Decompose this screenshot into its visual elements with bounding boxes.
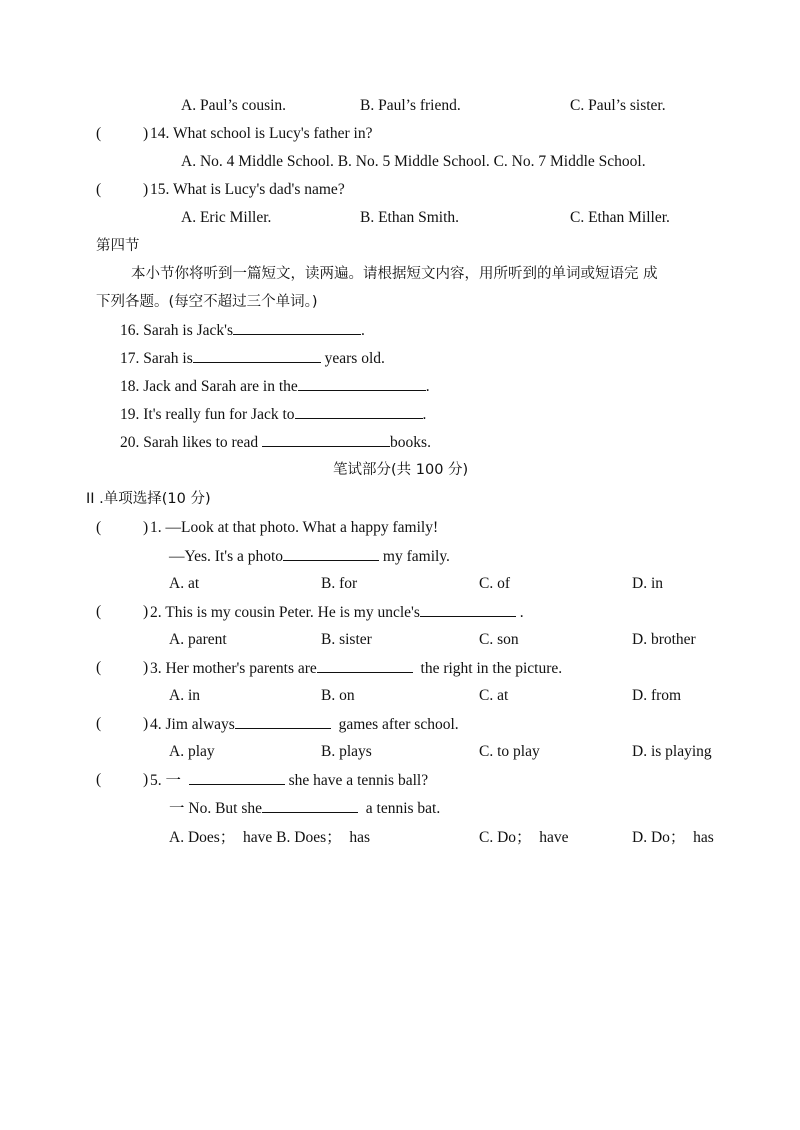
q3-question xyxy=(150,658,562,679)
q3-end: the right in the picture. xyxy=(412,660,563,677)
q3-option-d: D. from xyxy=(632,687,682,704)
item-19-text: 19. It's really fun for Jack to xyxy=(120,406,295,423)
fill-item-20 xyxy=(120,432,431,453)
item-17-text: 17. Sarah is xyxy=(120,350,193,367)
q3-option-b: B. on xyxy=(321,687,355,704)
q1-answer-line xyxy=(169,546,450,567)
q14-options: A. No. 4 Middle School. B. No. 5 Middle School. C. No. 7 Middle School. xyxy=(181,153,646,170)
item-16-end: . xyxy=(361,322,365,339)
q5-paren-close: ) xyxy=(143,771,149,788)
q1-option-a: A. at xyxy=(169,575,200,592)
q1-option-c: C. of xyxy=(479,575,510,592)
q5-option-d: D. Do； has xyxy=(632,829,714,846)
item-17-end: years old. xyxy=(320,350,385,367)
q1-question: 1. —Look at that photo. What a happy family! xyxy=(150,519,439,536)
q4-option-d: D. is playing xyxy=(632,743,712,760)
q1-option-d: D. in xyxy=(632,575,663,592)
q4-blank[interactable] xyxy=(235,714,331,729)
fill-item-16 xyxy=(120,320,365,341)
q2-option-b: B. sister xyxy=(321,631,372,648)
part-ii-title: II .单项选择(10 分) xyxy=(86,491,211,507)
q4-end: games after school. xyxy=(330,716,459,733)
q15-option-b: B. Ethan Smith. xyxy=(360,209,460,226)
q2-option-a: A. parent xyxy=(169,631,227,648)
q2-question xyxy=(150,602,524,623)
q5-question xyxy=(150,770,428,791)
q2-text: 2. This is my cousin Peter. He is my uncle's xyxy=(150,604,420,621)
q1-option-b: B. for xyxy=(321,575,358,592)
q15-question: 15. What is Lucy's dad's name? xyxy=(150,181,345,198)
q2-option-d: D. brother xyxy=(632,631,696,648)
q5-end: she have a tennis ball? xyxy=(284,772,429,789)
q4-option-a: A. play xyxy=(169,743,215,760)
q2-paren-open: ( xyxy=(96,603,102,620)
q3-paren-close: ) xyxy=(143,659,149,676)
fill-item-17 xyxy=(120,348,385,369)
q1-paren-close: ) xyxy=(143,519,149,536)
q5-blank-1[interactable] xyxy=(189,770,285,785)
q1-line2-end: my family. xyxy=(379,548,450,565)
q2-paren-close: ) xyxy=(143,603,149,620)
blank-17[interactable] xyxy=(193,348,321,363)
q5-blank-2[interactable] xyxy=(262,798,358,813)
item-19-end: . xyxy=(422,406,427,423)
item-18-text: 18. Jack and Sarah are in the xyxy=(120,378,298,395)
q3-option-c: C. at xyxy=(479,687,509,704)
q5-option-c: C. Do； have xyxy=(479,829,569,846)
q1-blank[interactable] xyxy=(283,546,379,561)
q4-option-c: C. to play xyxy=(479,743,540,760)
q5-options-ab: A. Does； have B. Does； has xyxy=(169,829,371,846)
q3-blank[interactable] xyxy=(317,658,413,673)
section4-instruction-line2: 下列各题。(每空不超过三个单词。) xyxy=(96,294,318,310)
q1-line2-text: —Yes. It's a photo xyxy=(169,548,284,565)
q3-paren-open: ( xyxy=(96,659,102,676)
q15-option-a: A. Eric Miller. xyxy=(181,209,272,226)
q13-option-a: A. Paul’s cousin. xyxy=(181,97,287,114)
fill-item-18 xyxy=(120,376,430,397)
q2-option-c: C. son xyxy=(479,631,519,648)
q1-paren-open: ( xyxy=(96,519,102,536)
item-20-end: books. xyxy=(390,434,431,451)
written-part-header: 笔试部分(共 100 分) xyxy=(333,462,469,478)
q4-option-b: B. plays xyxy=(321,743,372,760)
q2-end: . xyxy=(515,604,524,621)
q13-option-b: B. Paul’s friend. xyxy=(360,97,461,114)
q5-line2-text: 一 No. But she xyxy=(169,800,263,817)
q2-blank[interactable] xyxy=(420,602,516,617)
item-18-end: . xyxy=(425,378,430,395)
section4-instruction-line1: 本小节你将听到一篇短文，读两遍。请根据短文内容，用所听到的单词或短语完 成 xyxy=(131,266,658,282)
q15-option-c: C. Ethan Miller. xyxy=(570,209,670,226)
item-16-text: 16. Sarah is Jack's xyxy=(120,322,233,339)
q5-answer-line xyxy=(169,798,440,819)
fill-item-19 xyxy=(120,404,426,425)
q4-text: 4. Jim always xyxy=(150,716,235,733)
q14-paren-open: ( xyxy=(96,125,102,142)
q15-paren-open: ( xyxy=(96,181,102,198)
q14-question: 14. What school is Lucy's father in? xyxy=(150,125,373,142)
q4-paren-open: ( xyxy=(96,715,102,732)
blank-20[interactable] xyxy=(262,432,390,447)
q13-option-c: C. Paul’s sister. xyxy=(570,97,666,114)
q3-text: 3. Her mother's parents are xyxy=(150,660,317,677)
q14-paren-close: ) xyxy=(143,125,149,142)
q3-option-a: A. in xyxy=(169,687,200,704)
q4-question xyxy=(150,714,459,735)
blank-18[interactable] xyxy=(298,376,426,391)
q5-line2-end: a tennis bat. xyxy=(358,800,441,817)
item-20-text: 20. Sarah likes to read xyxy=(120,434,263,451)
section4-title: 第四节 xyxy=(96,238,140,254)
q5-text: 5. 一 xyxy=(150,772,189,789)
q4-paren-close: ) xyxy=(143,715,149,732)
blank-19[interactable] xyxy=(295,404,423,419)
q15-paren-close: ) xyxy=(143,181,149,198)
blank-16[interactable] xyxy=(233,320,361,335)
q5-paren-open: ( xyxy=(96,771,102,788)
